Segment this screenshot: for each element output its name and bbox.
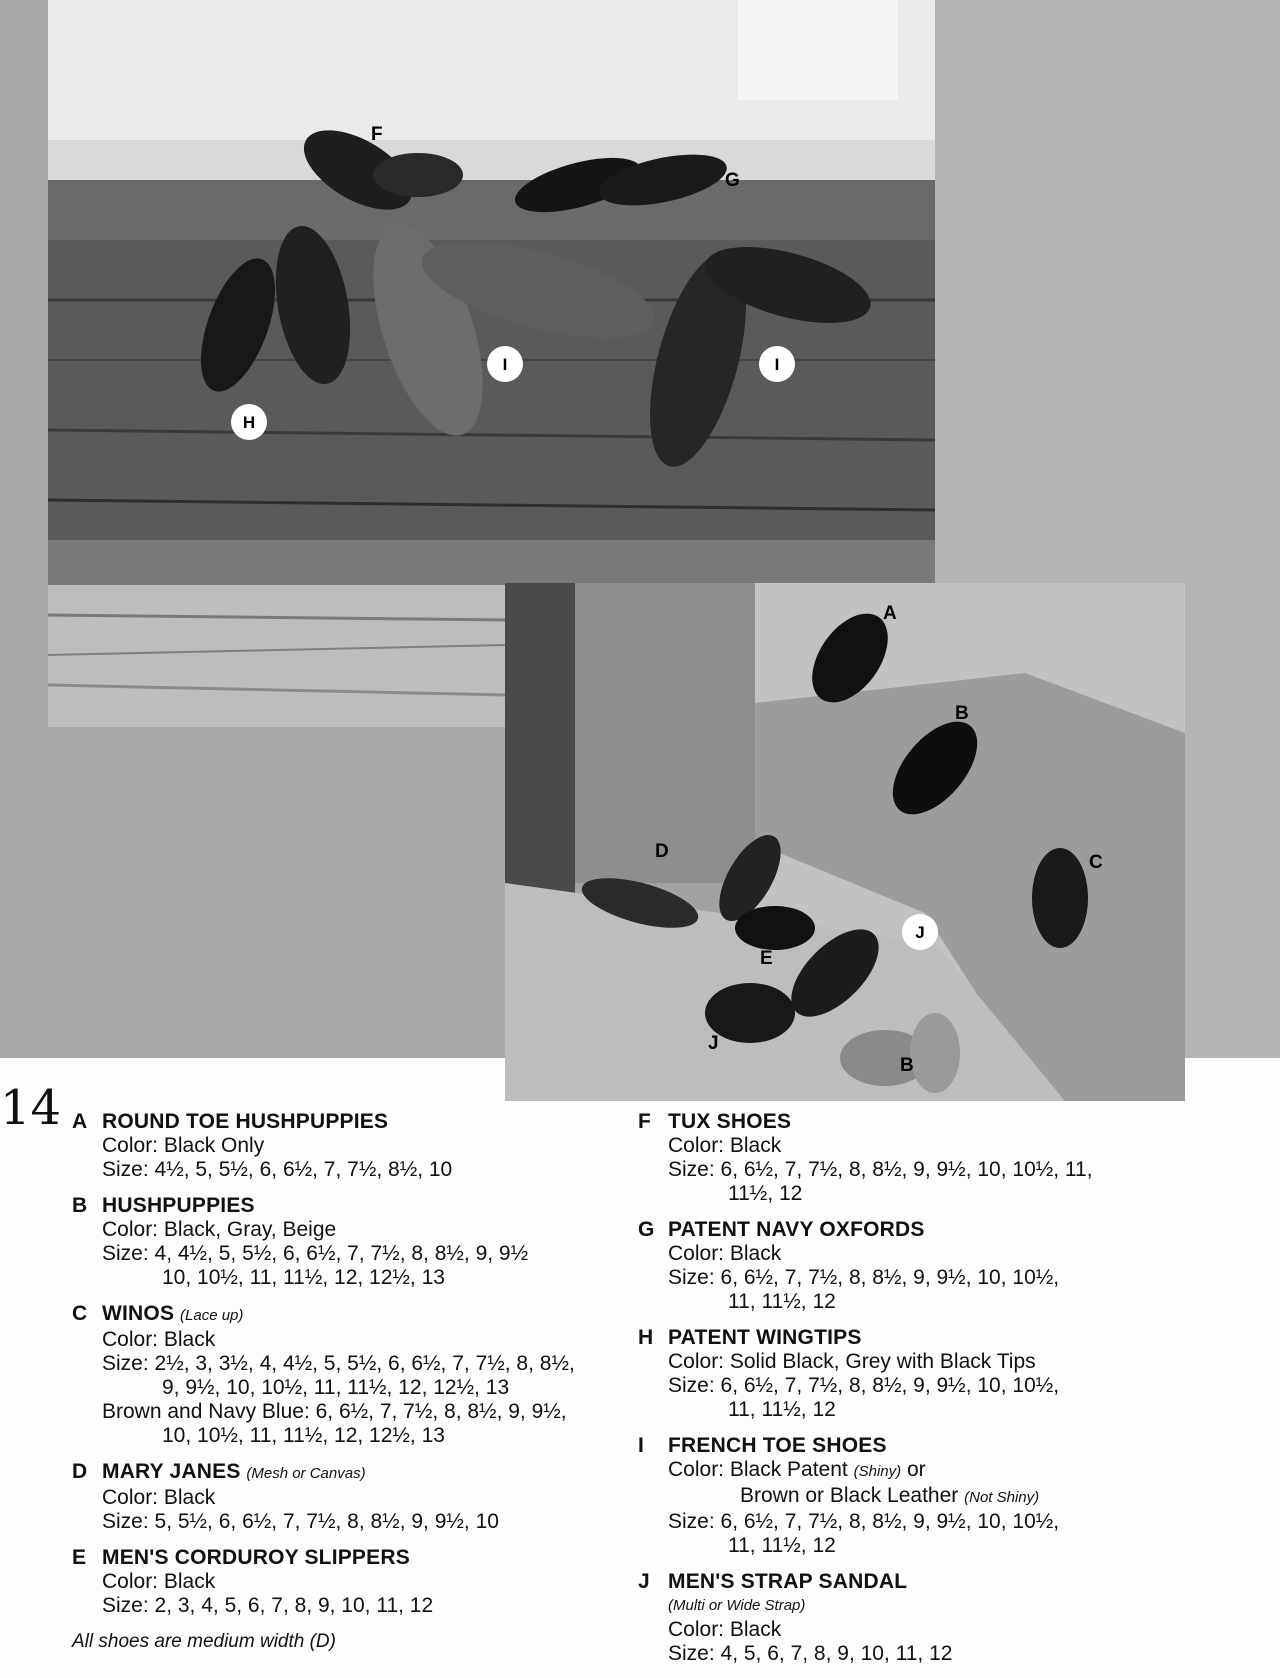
photo-label-c: C bbox=[1089, 852, 1103, 873]
entry-color: Color: Black bbox=[668, 1134, 782, 1157]
entry-size: Size: 4½, 5, 5½, 6, 6½, 7, 7½, 8½, 10 bbox=[102, 1158, 453, 1181]
entry-title: FRENCH TOE SHOES bbox=[668, 1434, 887, 1457]
entry-size: Size: 6, 6½, 7, 7½, 8, 8½, 9, 9½, 10, 10½, bbox=[668, 1374, 1060, 1397]
entry-extra-continued: 10, 10½, 11, 11½, 12, 12½, 13 bbox=[162, 1424, 445, 1447]
photo-label-i-right: I bbox=[774, 355, 780, 374]
entry-a bbox=[72, 1110, 632, 1182]
entry-color: Color: Black bbox=[668, 1618, 782, 1641]
photo-label-d: D bbox=[655, 841, 669, 862]
entry-letter: H bbox=[638, 1326, 654, 1349]
photo-label-j-lower: J bbox=[708, 1033, 719, 1054]
entry-color: Color: Black bbox=[668, 1242, 782, 1265]
entry-size: Size: 2½, 3, 3½, 4, 4½, 5, 5½, 6, 6½, 7, 7½, 8, 8½, bbox=[102, 1352, 575, 1375]
entry-size-continued: 11, 11½, 12 bbox=[728, 1534, 836, 1557]
entry-color: Color: Black bbox=[102, 1570, 216, 1593]
entry-letter: I bbox=[638, 1434, 644, 1457]
entry-size-continued: 11, 11½, 12 bbox=[728, 1398, 836, 1421]
entry-color: Color: Solid Black, Grey with Black Tips bbox=[668, 1350, 1036, 1373]
entry-note: (Mesh or Canvas) bbox=[246, 1465, 366, 1482]
entry-color-b bbox=[668, 1484, 1238, 1510]
entry-color-a: Color: Black Patent bbox=[668, 1458, 848, 1481]
bottom-photo-casual-shoes bbox=[505, 583, 1185, 1101]
entry-size: Size: 5, 5½, 6, 6½, 7, 7½, 8, 8½, 9, 9½, 10 bbox=[102, 1510, 499, 1533]
top-photo-wood-strip bbox=[48, 585, 506, 727]
entry-h bbox=[638, 1326, 1238, 1422]
entry-b bbox=[72, 1194, 632, 1290]
entry-note-not-shiny: (Not Shiny) bbox=[964, 1489, 1040, 1506]
entry-e bbox=[72, 1546, 632, 1618]
entry-color: Color: Black, Gray, Beige bbox=[102, 1218, 337, 1241]
entry-color-a-tail: or bbox=[906, 1458, 926, 1481]
photo-label-b-lower: B bbox=[900, 1055, 914, 1076]
entry-title: MEN'S CORDUROY SLIPPERS bbox=[102, 1546, 410, 1569]
entry-size-continued: 9, 9½, 10, 10½, 11, 11½, 12, 12½, 13 bbox=[162, 1376, 510, 1399]
entry-title: MEN'S STRAP SANDAL bbox=[668, 1570, 908, 1593]
entry-color-b-text: Brown or Black Leather bbox=[740, 1484, 959, 1507]
entry-f bbox=[638, 1110, 1238, 1206]
entry-i bbox=[638, 1434, 1238, 1558]
entry-extra-colors: Brown and Navy Blue: 6, 6½, 7, 7½, 8, 8½, 9, 9½, bbox=[102, 1400, 567, 1423]
entry-title: ROUND TOE HUSHPUPPIES bbox=[102, 1110, 389, 1133]
entry-title: PATENT WINGTIPS bbox=[668, 1326, 862, 1349]
entry-title: PATENT NAVY OXFORDS bbox=[668, 1218, 925, 1241]
entry-title: TUX SHOES bbox=[668, 1110, 792, 1133]
entry-color: Color: Black bbox=[102, 1486, 216, 1509]
entry-note: (Lace up) bbox=[180, 1307, 244, 1324]
entry-size: Size: 6, 6½, 7, 7½, 8, 8½, 9, 9½, 10, 10½, bbox=[668, 1510, 1060, 1533]
entry-letter: F bbox=[638, 1110, 651, 1133]
entry-note-shiny: (Shiny) bbox=[853, 1463, 902, 1480]
entry-letter: J bbox=[638, 1570, 650, 1593]
entry-color: Color: Black bbox=[102, 1328, 216, 1351]
photo-label-h: H bbox=[242, 413, 256, 432]
entry-size-continued: 10, 10½, 11, 11½, 12, 12½, 13 bbox=[162, 1266, 445, 1289]
entry-title: WINOS bbox=[102, 1302, 175, 1325]
photo-label-i-left: I bbox=[502, 355, 508, 374]
entry-title: MARY JANES bbox=[102, 1460, 241, 1483]
entry-subnote: (Multi or Wide Strap) bbox=[668, 1597, 806, 1614]
entry-title: HUSHPUPPIES bbox=[102, 1194, 255, 1217]
top-photo-dress-shoes bbox=[48, 0, 935, 585]
photo-label-f: F bbox=[371, 124, 383, 145]
entry-size: Size: 2, 3, 4, 5, 6, 7, 8, 9, 10, 11, 12 bbox=[102, 1594, 434, 1617]
right-column bbox=[638, 1110, 1238, 1678]
entry-letter: G bbox=[638, 1218, 655, 1241]
footnote: All shoes are medium width (D) bbox=[72, 1631, 336, 1652]
entry-c bbox=[72, 1302, 632, 1448]
entry-size-continued: 11½, 12 bbox=[728, 1182, 803, 1205]
entry-letter: C bbox=[72, 1302, 88, 1325]
entry-size: Size: 4, 4½, 5, 5½, 6, 6½, 7, 7½, 8, 8½, 9, 9½ bbox=[102, 1242, 529, 1265]
entry-color bbox=[668, 1458, 1238, 1484]
entry-size: Size: 6, 6½, 7, 7½, 8, 8½, 9, 9½, 10, 10½, bbox=[668, 1266, 1060, 1289]
entry-size-continued: 11, 11½, 12 bbox=[728, 1290, 836, 1313]
entry-d bbox=[72, 1460, 632, 1534]
page-number: 14 bbox=[0, 1080, 62, 1136]
photo-label-b-upper: B bbox=[955, 703, 969, 724]
entry-size: Size: 6, 6½, 7, 7½, 8, 8½, 9, 9½, 10, 10½, 11, bbox=[668, 1158, 1093, 1181]
photo-label-j-upper: J bbox=[915, 923, 925, 942]
entry-letter: D bbox=[72, 1460, 88, 1483]
entry-letter: E bbox=[72, 1546, 87, 1569]
photo-label-g: G bbox=[725, 170, 740, 191]
entry-size: Size: 4, 5, 6, 7, 8, 9, 10, 11, 12 bbox=[668, 1642, 953, 1665]
entry-letter: B bbox=[72, 1194, 88, 1217]
photo-label-a: A bbox=[883, 603, 897, 624]
entry-g bbox=[638, 1218, 1238, 1314]
entry-color: Color: Black Only bbox=[102, 1134, 265, 1157]
entry-j bbox=[638, 1570, 1238, 1666]
left-column bbox=[72, 1110, 632, 1654]
photo-label-e: E bbox=[760, 948, 773, 969]
entry-letter: A bbox=[72, 1110, 88, 1133]
